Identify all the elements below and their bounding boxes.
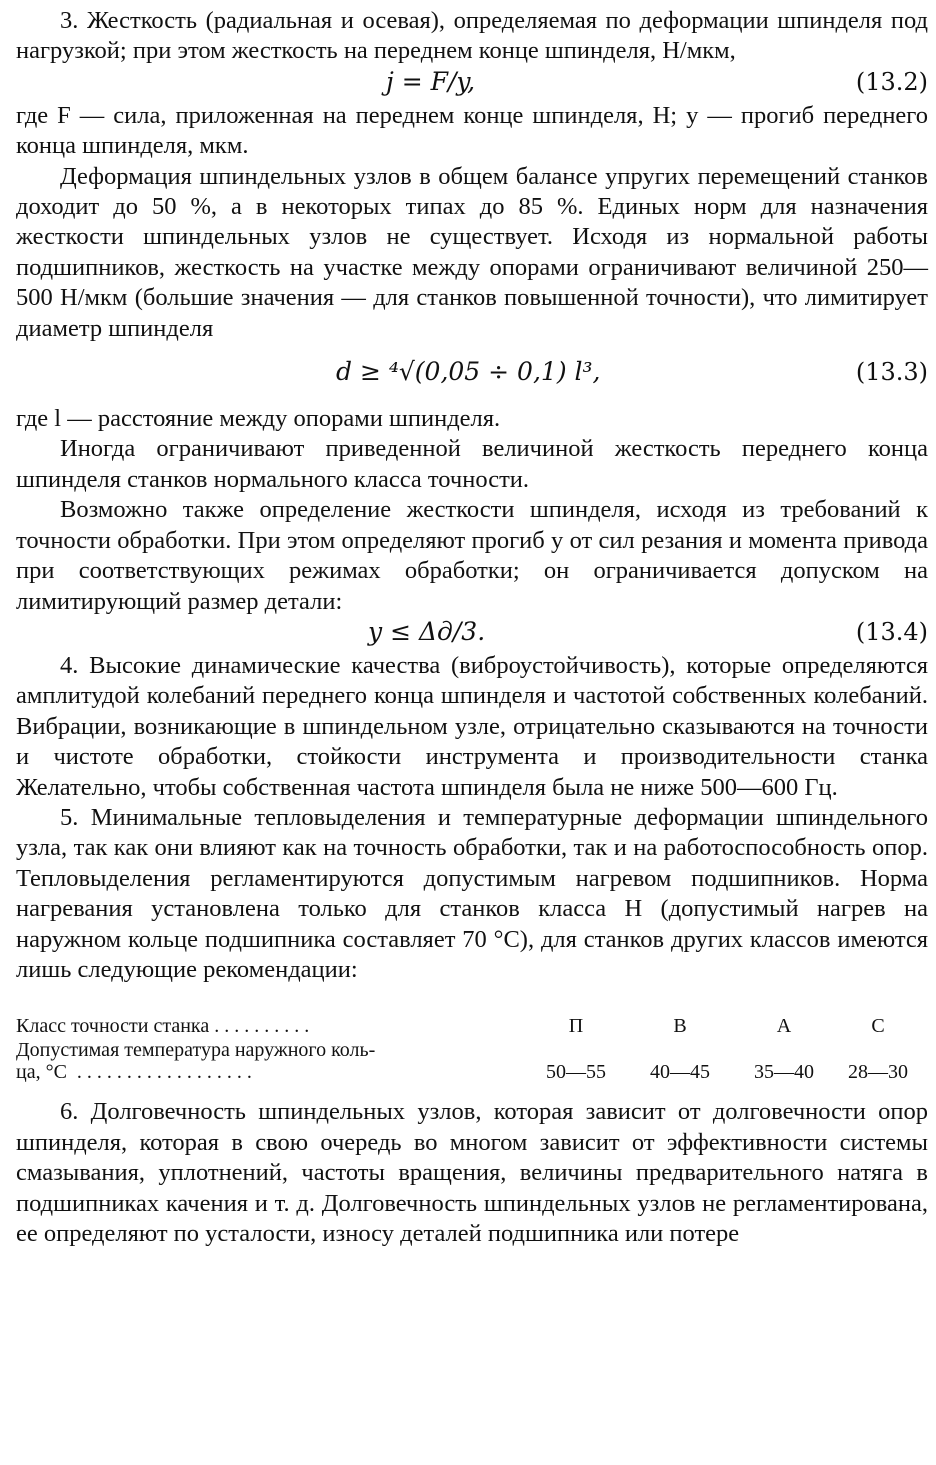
paragraph-where-l: где l — расстояние между опорами шпинделя.	[16, 405, 501, 433]
paragraph-dynamics: 4. Высокие динамические качества (виброустойчивость), которые определяются амплитудой колебаний переднего конца шпинделя и частотой собственных колебаний. Вибрации, возникающие в шпиндельном узле, отрицательно сказываются на точности и чистоте обработки, стойкости инструмента и производительности станка Желательно, чтобы собственная частота шпинделя была не ниже 500—600 Гц.	[16, 651, 928, 801]
formula-13-2	[16, 67, 928, 101]
table-row	[16, 1013, 928, 1039]
paragraph-precision: Возможно также определение жесткости шпинделя, исходя из требований к точности обработки. При этом определяют прогиб y от сил резания и момента привода при соответствующих режимах обработки; он ограничивается допуском на лимитирующий размер детали:	[16, 496, 928, 615]
table-row-label: ца, °С . . . . . . . . . . . . . . . . . .	[16, 1061, 252, 1084]
table-row-label: Допустимая температура наружного коль-	[16, 1039, 376, 1062]
formula-expression: y ≤ Δд/3.	[368, 616, 486, 646]
formula-number: (13.2)	[855, 67, 928, 96]
paragraph-where-F: где F — сила, приложенная на переднем конце шпинделя, Н; y — прогиб переднего конца шпинделя, мкм.	[16, 101, 928, 160]
paragraph-deformation: Деформация шпиндельных узлов в общем балансе упругих перемещений станков доходит до 50 %, а в некоторых типах до 85 %. Единых норм для назначения жесткости шпиндельных узлов не существует. Исходя из нормальной работы подшипников, жесткость на участке между опорами ограничивают величиной 250—500 Н/мкм (большие значения — для станков повышенной точности), что лимитирует диаметр шпинделя	[16, 162, 928, 342]
paragraph-heat: 5. Минимальные тепловыделения и температурные деформации шпиндельного узла, так как они влияют как на точность обработки, так и на работоспособность опор. Тепловыделения регламентируются допустимым нагревом подшипников. Норма нагревания установлена только для станков класса Н (допустимый нагрев на наружном кольце подшипника составляет 70 °С), для станков других классов имеются лишь следующие рекомендации:	[16, 803, 928, 983]
temperature-table	[16, 1013, 928, 1084]
paragraph-sometimes: Иногда ограничивают приведенной величиной жесткость переднего конца шпинделя станков нормального класса точности.	[16, 435, 928, 493]
table-cell: П	[568, 1015, 584, 1038]
table-cell: 35—40	[754, 1061, 814, 1084]
formula-number: (13.4)	[855, 617, 928, 646]
table-row-label: Класс точности станка . . . . . . . . . .	[16, 1015, 310, 1038]
formula-13-4	[16, 617, 928, 651]
paragraph-durability: 6. Долговечность шпиндельных узлов, которая зависит от долговечности опор шпинделя, которая в свою очередь во многом зависит от эффективности системы смазывания, уплотнений, частоты вращения, величины предварительного натяга в подшипниках качения и т. д. Долговечность шпиндельных узлов не регламентирована, ее определяют по усталости, износу деталей подшипника или потере	[16, 1098, 928, 1247]
table-cell: 40—45	[650, 1061, 710, 1084]
table-cell: А	[776, 1015, 792, 1038]
formula-number: (13.3)	[855, 358, 928, 387]
table-row	[16, 1059, 928, 1085]
formula-13-3	[16, 344, 928, 404]
formula-expression: d ≥ ⁴√(0,05 ÷ 0,1) l³,	[336, 357, 601, 387]
table-row	[16, 1039, 928, 1062]
table-cell: С	[871, 1015, 885, 1038]
table-cell: 50—55	[546, 1061, 606, 1084]
paragraph-stiffness: 3. Жесткость (радиальная и осевая), определяемая по деформации шпинделя под нагрузкой; при этом жесткость на переднем конце шпинделя, Н/мкм,	[16, 7, 928, 65]
table-cell: 28—30	[848, 1061, 908, 1084]
table-cell: В	[673, 1015, 687, 1038]
formula-expression: j = F/y,	[386, 66, 476, 96]
